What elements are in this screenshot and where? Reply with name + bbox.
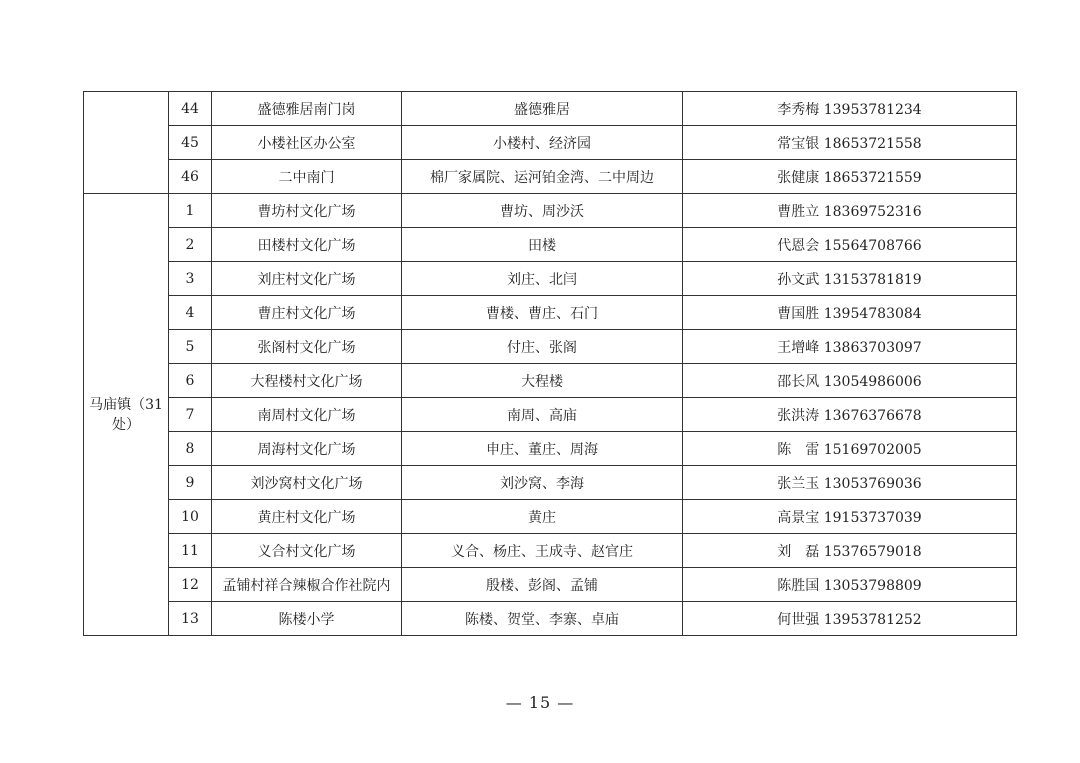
site-name-cell: 义合村文化广场	[212, 534, 402, 568]
coverage-area-cell: 刘沙窝、李海	[402, 466, 683, 500]
table-row	[84, 160, 1017, 194]
contact-cell: 张兰玉 13053769036	[683, 466, 1017, 500]
row-number-cell: 11	[169, 534, 212, 568]
site-name-cell: 孟铺村祥合辣椒合作社院内	[212, 568, 402, 602]
town-cell: 马庙镇（31处）	[84, 194, 169, 636]
coverage-area-cell: 棉厂家属院、运河铂金湾、二中周边	[402, 160, 683, 194]
page-number: — 15 —	[505, 693, 575, 712]
row-number-cell: 3	[169, 262, 212, 296]
site-name-cell: 周海村文化广场	[212, 432, 402, 466]
contact-cell: 孙文武 13153781819	[683, 262, 1017, 296]
contact-cell: 李秀梅 13953781234	[683, 92, 1017, 126]
coverage-area-cell: 殷楼、彭阁、孟铺	[402, 568, 683, 602]
coverage-area-cell: 付庄、张阁	[402, 330, 683, 364]
site-name-cell: 张阁村文化广场	[212, 330, 402, 364]
coverage-area-cell: 刘庄、北闫	[402, 262, 683, 296]
site-name-cell: 南周村文化广场	[212, 398, 402, 432]
site-name-cell: 陈楼小学	[212, 602, 402, 636]
table-row	[84, 398, 1017, 432]
site-name-cell: 大程楼村文化广场	[212, 364, 402, 398]
row-number-cell: 46	[169, 160, 212, 194]
row-number-cell: 45	[169, 126, 212, 160]
coverage-area-cell: 黄庄	[402, 500, 683, 534]
site-roster-table	[83, 91, 1017, 636]
contact-cell: 曹胜立 18369752316	[683, 194, 1017, 228]
table-row	[84, 194, 1017, 228]
table-row	[84, 296, 1017, 330]
site-name-cell: 曹坊村文化广场	[212, 194, 402, 228]
table-row	[84, 228, 1017, 262]
contact-cell: 张健康 18653721559	[683, 160, 1017, 194]
row-number-cell: 8	[169, 432, 212, 466]
contact-cell: 曹国胜 13954783084	[683, 296, 1017, 330]
contact-cell: 陈胜国 13053798809	[683, 568, 1017, 602]
coverage-area-cell: 义合、杨庄、王成寺、赵官庄	[402, 534, 683, 568]
contact-cell: 何世强 13953781252	[683, 602, 1017, 636]
coverage-area-cell: 大程楼	[402, 364, 683, 398]
table-row	[84, 262, 1017, 296]
row-number-cell: 5	[169, 330, 212, 364]
site-name-cell: 田楼村文化广场	[212, 228, 402, 262]
coverage-area-cell: 曹坊、周沙沃	[402, 194, 683, 228]
coverage-area-cell: 曹楼、曹庄、石门	[402, 296, 683, 330]
table-row	[84, 500, 1017, 534]
contact-cell: 王增峰 13863703097	[683, 330, 1017, 364]
row-number-cell: 2	[169, 228, 212, 262]
coverage-area-cell: 申庄、董庄、周海	[402, 432, 683, 466]
contact-cell: 邵长风 13054986006	[683, 364, 1017, 398]
table-row	[84, 330, 1017, 364]
row-number-cell: 6	[169, 364, 212, 398]
coverage-area-cell: 南周、高庙	[402, 398, 683, 432]
coverage-area-cell: 小楼村、经济园	[402, 126, 683, 160]
table-row	[84, 432, 1017, 466]
contact-cell: 常宝银 18653721558	[683, 126, 1017, 160]
site-name-cell: 小楼社区办公室	[212, 126, 402, 160]
table-row	[84, 602, 1017, 636]
site-name-cell: 曹庄村文化广场	[212, 296, 402, 330]
coverage-area-cell: 田楼	[402, 228, 683, 262]
coverage-area-cell: 盛德雅居	[402, 92, 683, 126]
row-number-cell: 9	[169, 466, 212, 500]
row-number-cell: 13	[169, 602, 212, 636]
contact-cell: 刘 磊 15376579018	[683, 534, 1017, 568]
table-row	[84, 364, 1017, 398]
row-number-cell: 7	[169, 398, 212, 432]
contact-cell: 高景宝 19153737039	[683, 500, 1017, 534]
row-number-cell: 10	[169, 500, 212, 534]
town-cell	[84, 92, 169, 194]
site-name-cell: 二中南门	[212, 160, 402, 194]
table-row	[84, 534, 1017, 568]
row-number-cell: 44	[169, 92, 212, 126]
site-name-cell: 刘沙窝村文化广场	[212, 466, 402, 500]
roster-body	[84, 92, 1017, 636]
row-number-cell: 1	[169, 194, 212, 228]
contact-cell: 陈 雷 15169702005	[683, 432, 1017, 466]
contact-cell: 代恩会 15564708766	[683, 228, 1017, 262]
table-row	[84, 466, 1017, 500]
row-number-cell: 12	[169, 568, 212, 602]
table-row	[84, 126, 1017, 160]
coverage-area-cell: 陈楼、贺堂、李寨、卓庙	[402, 602, 683, 636]
table-row	[84, 568, 1017, 602]
contact-cell: 张洪涛 13676376678	[683, 398, 1017, 432]
site-name-cell: 刘庄村文化广场	[212, 262, 402, 296]
site-name-cell: 盛德雅居南门岗	[212, 92, 402, 126]
row-number-cell: 4	[169, 296, 212, 330]
site-name-cell: 黄庄村文化广场	[212, 500, 402, 534]
table-row	[84, 92, 1017, 126]
